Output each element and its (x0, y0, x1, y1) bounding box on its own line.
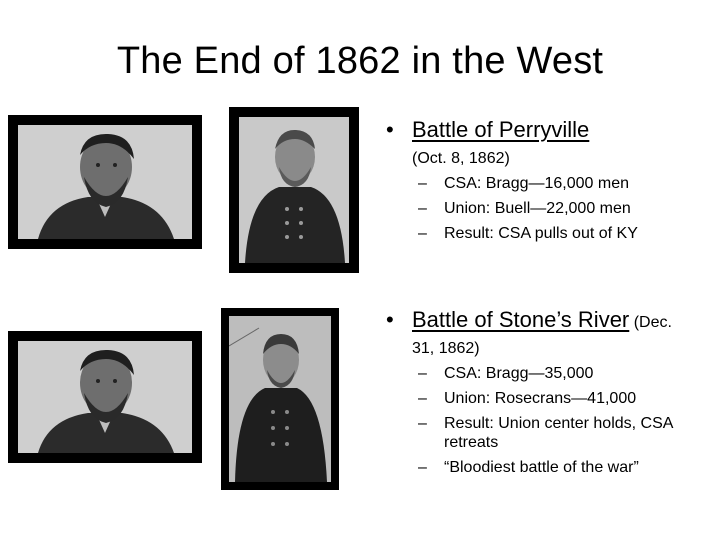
detail-item (384, 221, 704, 246)
dash-glyph: – (418, 200, 427, 217)
detail-item (384, 196, 704, 221)
dash-glyph: – (418, 390, 427, 407)
detail-text: CSA: Bragg—35,000 (444, 365, 594, 382)
slide-title: The End of 1862 in the West (116, 40, 604, 82)
portrait-image (229, 316, 331, 482)
detail-item (384, 361, 714, 386)
detail-item (384, 455, 714, 480)
detail-item (384, 171, 704, 196)
bullet-block-stones-river (384, 308, 714, 480)
dash-glyph: – (418, 175, 427, 192)
dash-glyph: – (418, 225, 427, 242)
bullet-glyph: • (386, 307, 394, 332)
portrait-image (18, 125, 192, 239)
detail-text: “Bloodiest battle of the war” (444, 459, 639, 476)
detail-text: Union: Buell—22,000 men (444, 200, 631, 217)
battle-date: 31, 1862) (412, 340, 480, 357)
portrait-bragg-1 (8, 115, 202, 249)
battle-date-inline: (Dec. (629, 314, 672, 331)
bullet-block-perryville (384, 118, 704, 246)
dash-glyph: – (418, 365, 427, 382)
portrait-bragg-2 (8, 331, 202, 463)
battle-name: Battle of Stone’s River (412, 307, 630, 332)
bullet-item (384, 308, 714, 335)
dash-glyph: – (418, 415, 427, 432)
portrait-image (239, 117, 349, 263)
detail-text: Result: Union center holds, CSA retreats (444, 415, 673, 451)
detail-text: Union: Rosecrans—41,000 (444, 390, 637, 407)
detail-item (384, 386, 714, 411)
detail-text: CSA: Bragg—16,000 men (444, 175, 629, 192)
portrait-buell (229, 107, 359, 273)
bullet-glyph: • (386, 117, 394, 142)
dash-glyph: – (418, 459, 427, 476)
detail-item (384, 411, 684, 455)
battle-date: (Oct. 8, 1862) (412, 150, 510, 167)
bullet-item (384, 118, 704, 145)
detail-text: Result: CSA pulls out of KY (444, 225, 638, 242)
portrait-rosecrans (221, 308, 339, 490)
battle-name: Battle of Perryville (412, 117, 590, 142)
portrait-image (18, 341, 192, 453)
